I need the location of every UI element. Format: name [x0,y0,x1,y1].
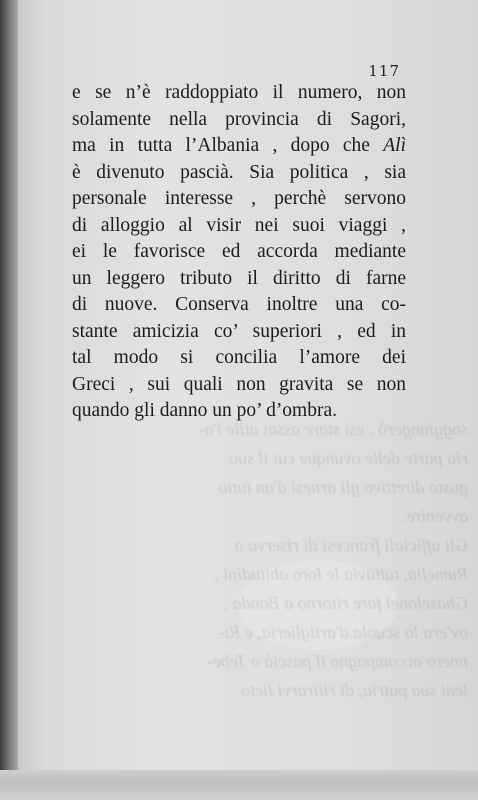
text-line: quando gli danno un po’ d’ombra. [72,400,338,421]
text-line: solamente nella provincia di Sagori, [72,108,406,130]
show-through-line: ov'era lo scuola d'artiglieria, e Ri- [218,622,468,642]
text-line: stante amicizia co’ superiori , ed in [72,320,406,342]
body-text [72,80,406,425]
show-through-text [68,415,468,705]
show-through-line: Gli ufficiali francesi di riserva a [234,535,468,555]
italic-name: Alì [383,135,406,156]
show-through-line: rla parte delle ovunque cui il suo [229,448,468,468]
text-line: ei le favorisce ed accorda mediante [72,241,406,262]
page-number: 117 [368,62,400,80]
text-line: di nuove. Conserva inoltre una co- [72,294,406,315]
show-through-line: gusto direttivo gli arnesi d'un tutto [218,477,468,497]
show-through-line: Ghaselonel fare ritorno a Bonda , [223,593,468,613]
text-line-segment: ma in tutta l’Albania , dopo che [72,135,370,156]
text-line: Greci , sui quali non gravita se non [72,373,406,395]
book-gutter [0,0,18,800]
text-line [72,133,406,160]
show-through-line: nnero accompagno il pascià a Tebe- [206,651,468,671]
page-bottom-edge [0,770,478,800]
text-line: e se n’è raddoppiato il numero, non [72,82,406,103]
text-line: personale interesse , perchè servono [72,188,406,209]
show-through-line: avvenire. [402,506,468,526]
text-line: tal modo si concilia l’amore dei [72,347,406,368]
text-line: è divenuto pascià. Sia politica , sia [72,161,406,183]
text-line: un leggero tributo il diritto di farne [72,267,406,289]
show-through-line: soggiungerò , esi stare assai utile l'a- [198,419,468,439]
show-through-line: leni sua patria, di ritirarvi lieto [240,680,468,700]
show-through-line: Rumelia, tuttavia le loro abitudini , [214,564,468,584]
text-line: di alloggio al visir nei suoi viaggi , [72,214,406,236]
